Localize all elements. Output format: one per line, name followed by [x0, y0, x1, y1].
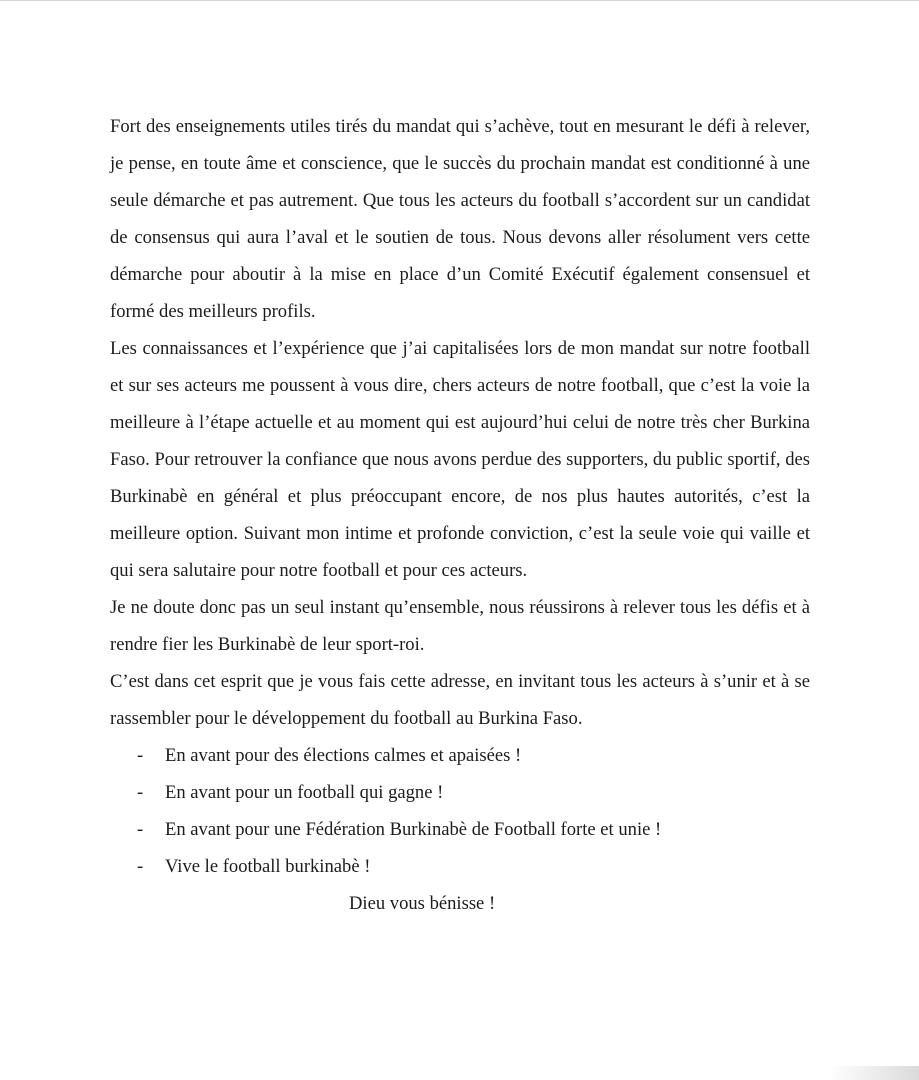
list-item-text: En avant pour une Fédération Burkinabè de Football forte et unie !: [165, 819, 662, 840]
paragraph-2: Les connaissances et l’expérience que j’ai capitalisées lors de mon mandat sur notre football et sur ses acteurs me poussent à vous dire, chers acteurs de notre football, que c’est la voie la meilleure à l’étape actuelle et au moment qui est aujourd’hui celui de notre très cher Burkina Faso. Pour retrouver la confiance que nous avons perdue des supporters, du public sportif, des Burkinabè en général et plus préoccupant encore, de nos plus hautes autorités, c’est la meilleure option. Suivant mon intime et profonde conviction, c’est la seule voie qui vaille et qui sera salutaire pour notre football et pour ces acteurs.: [110, 338, 810, 581]
list-item-text: En avant pour des élections calmes et apaisées !: [165, 745, 522, 766]
paragraph-4: C’est dans cet esprit que je vous fais cette adresse, en invitant tous les acteurs à s’unir et à se rassembler pour le développement du football au Burkina Faso.: [110, 671, 810, 729]
list-item-text: Vive le football burkinabè !: [165, 856, 371, 877]
list-item: [110, 848, 810, 885]
list-item: [110, 737, 810, 774]
closing-blessing: Dieu vous bénisse !: [349, 893, 496, 914]
document-body: [110, 108, 810, 922]
slogan-list: [110, 737, 810, 885]
paragraph-3: Je ne doute donc pas un seul instant qu’ensemble, nous réussirons à relever tous les défis et à rendre fier les Burkinabè de leur sport-roi.: [110, 597, 810, 655]
bullet-dash: -: [137, 856, 144, 877]
bullet-dash: -: [137, 782, 144, 803]
bullet-dash: -: [137, 819, 144, 840]
bullet-dash: -: [137, 745, 144, 766]
paragraph-1: Fort des enseignements utiles tirés du mandat qui s’achève, tout en mesurant le défi à relever, je pense, en toute âme et conscience, que le succès du prochain mandat est conditionné à une seule démarche et pas autrement. Que tous les acteurs du football s’accordent sur un candidat de consensus qui aura l’aval et le soutien de tous. Nous devons aller résolument vers cette démarche pour aboutir à la mise en place d’un Comité Exécutif également consensuel et formé des meilleurs profils.: [110, 116, 810, 322]
list-item: [110, 811, 810, 848]
page-corner-shadow: [829, 1066, 919, 1080]
list-item: [110, 774, 810, 811]
list-item-text: En avant pour un football qui gagne !: [165, 782, 444, 803]
